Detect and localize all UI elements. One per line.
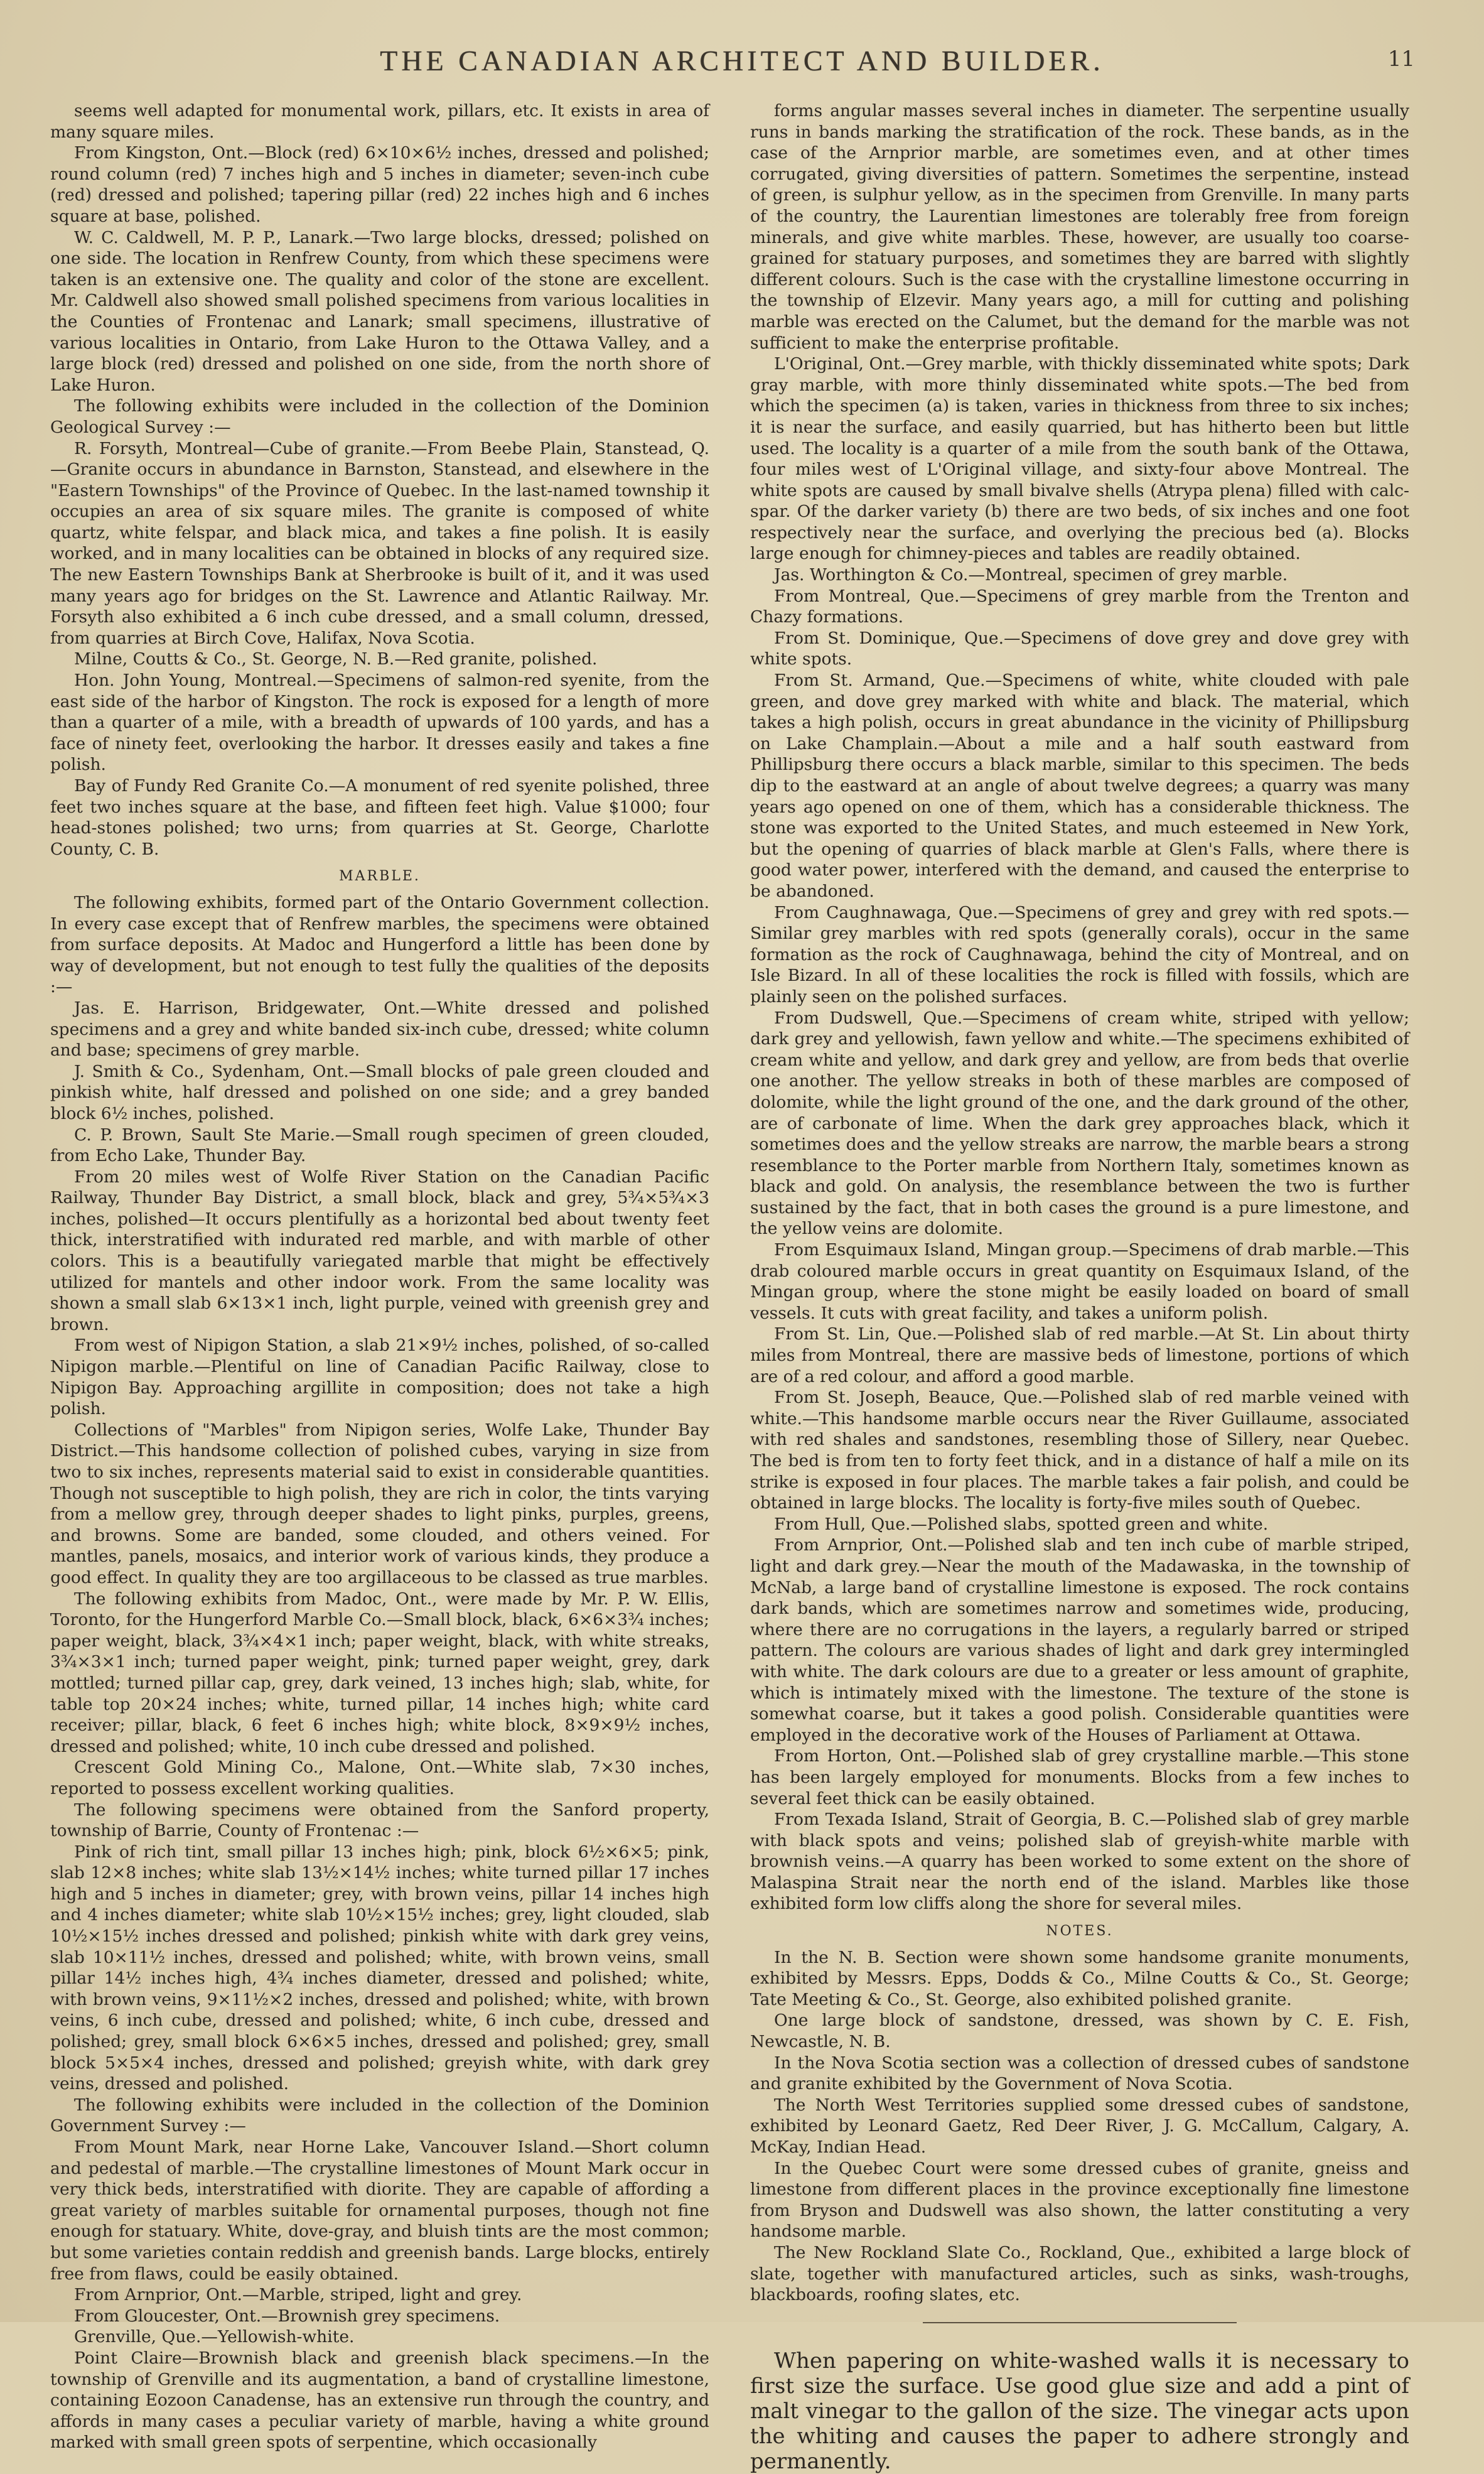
left-column-text-b [50, 892, 709, 2453]
paragraph: From Hull, Que.—Polished slabs, spotted green and white. [774, 1514, 1269, 1534]
paragraph: C. P. Brown, Sault Ste Marie.—Small rough specimen of green clouded, from Echo Lake, Thunder Bay. [50, 1125, 709, 1166]
paragraph: From Montreal, Que.—Specimens of grey marble from the Trenton and Chazy formations. [750, 586, 1409, 627]
right-column-text-b [750, 1947, 1409, 2306]
paragraph: The following specimens were obtained from the Sanford property, township of Barrie, County of Frontenac :— [50, 1800, 709, 1841]
paragraph: In the N. B. Section were shown some handsome granite monuments, exhibited by Messrs. Epps, Dodds & Co., Milne Coutts & Co., St. George; Tate Meeting & Co., St. George, also exhibited polished granite. [750, 1947, 1409, 2009]
paragraph: Point Claire—Brownish black and greenish black specimens.—In the township of Grenville and its augmentation, a band of crystalline limestone, containing Eozoon Canadense, has an extensive run through the country, and affords in many cases a peculiar variety of marble, having a white ground marked with small green spots of serpentine, which occasionally [50, 2348, 709, 2453]
paragraph: The following exhibits, formed part of the Ontario Government collection. In every case except that of Renfrew marbles, the specimens were obtained from surface deposits. At Madoc and Hungerford a little has been done by way of development, but not enough to test fully the qualities of the deposits :— [50, 892, 709, 997]
paragraph: From Horton, Ont.—Polished slab of grey crystalline marble.—This stone has been largely employed for monuments. Blocks from a few inches to several feet thick can be easily obtained. [750, 1746, 1409, 1808]
paragraph: From St. Joseph, Beauce, Que.—Polished slab of red marble veined with white.—This handsome marble occurs near the River Guillaume, associated with red shales and sandstones, resembling those of Sillery, near Quebec. The bed is from ten to forty feet thick, and in a distance of half a mile on its strike is exposed in four places. The marble takes a fair polish, and could be obtained in large blocks. The locality is forty-five miles south of Quebec. [750, 1388, 1409, 1513]
paragraph: From Gloucester, Ont.—Brownish grey specimens. [74, 2306, 500, 2326]
papering-note: When papering on white-washed walls it is necessary to first size the surface. Use good glue size and add a pint of malt vinegar to the gallon of the size. The vinegar acts upon the whiting and causes the paper to adhere strongly and permanently. [750, 2348, 1409, 2474]
divider-rule [923, 2322, 1237, 2323]
paragraph: The following exhibits were included in the collection of the Dominion Geological Survey :— [50, 396, 709, 437]
paragraph: forms angular masses several inches in diameter. The serpentine usually runs in bands marking the stratification of the rock. These bands, as in the case of the Arnprior marble, are sometimes even, and at other times corrugated, giving diversities of pattern. Sometimes the serpentine, instead of green, is sulphur yellow, as in the specimen from Grenville. In many parts of the country, the Laurentian limestones are tolerably free from foreign minerals, and give white marbles. These, however, are usually too coarse-grained for statuary purposes, and sometimes they are barred with slightly different colours. Such is the case with the crystalline limestone occurring in the township of Elzevir. Many years ago, a mill for cutting and polishing marble was erected on the Calumet, but the demand for the marble was not sufficient to make the enterprise profitable. [750, 101, 1409, 353]
paragraph: The following exhibits were included in the collection of the Dominion Government Survey :— [50, 2095, 709, 2136]
paragraph: J. Smith & Co., Sydenham, Ont.—Small blocks of pale green clouded and pinkish white, half dressed and polished on one side; and a grey banded block 6½ inches, polished. [50, 1061, 709, 1123]
paragraph: From Esquimaux Island, Mingan group.—Specimens of drab marble.—This drab coloured marble occurs in great quantity on Esquimaux Island, of the Mingan group, where the stone might be easily loaded on board of small vessels. It cuts with great facility, and takes a uniform polish. [750, 1240, 1409, 1323]
paragraph: Crescent Gold Mining Co., Malone, Ont.—White slab, 7×30 inches, reported to possess excellent working qualities. [50, 1758, 709, 1798]
left-column-text-a [50, 100, 709, 860]
right-column-text-a [750, 100, 1409, 1915]
notes-section-heading: NOTES. [1046, 1923, 1114, 1940]
masthead-title: THE CANADIAN ARCHITECT AND BUILDER. [380, 45, 1104, 77]
paragraph: The North West Territories supplied some dressed cubes of sandstone, exhibited by Leonard Gaetz, Red Deer River, J. G. McCallum, Calgary, A. McKay, Indian Head. [750, 2095, 1409, 2157]
paragraph: L'Original, Ont.—Grey marble, with thickly disseminated white spots; Dark gray marble, with more thinly disseminated white spots.—The bed from which the specimen (a) is taken, varies in thickness from three to six inches; it is near the surface, and easily quarried, but has hitherto been but little used. The locality is a quarter of a mile from the south bank of the Ottawa, four miles west of L'Original village, and sixty-four above Montreal. The white spots are caused by small bivalve shells (Atrypa plena) filled with calc-spar. Of the darker variety (b) there are two beds, of six inches and one foot respectively near the surface, and overlying the precious bed (a). Blocks large enough for chimney-pieces and tables are readily obtained. [750, 354, 1409, 564]
paragraph: From Arnprior, Ont.—Polished slab and ten inch cube of marble striped, light and dark grey.—Near the mouth of the Madawaska, in the township of McNab, a large band of crystalline limestone is exposed. The rock contains dark bands, which are sometimes narrow and sometimes wide, producing, where there are no corrugations in the layers, a regularly barred or striped pattern. The colours are various shades of light and dark grey intermingled with white. The dark colours are due to a greater or less amount of graphite, which is intimately mixed with the limestone. The texture of the stone is somewhat coarse, but it takes a good polish. Considerable quantities were employed in the decorative work of the Houses of Parliament at Ottawa. [750, 1535, 1409, 1745]
paragraph: From Arnprior, Ont.—Marble, striped, light and grey. [74, 2285, 522, 2305]
paragraph: seems well adapted for monumental work, pillars, etc. It exists in area of many square miles. [50, 101, 709, 142]
right-column [750, 100, 1409, 2474]
paragraph: From Mount Mark, near Horne Lake, Vancouver Island.—Short column and pedestal of marble.—The crystalline limestones of Mount Mark occur in very thick beds, interstratified with diorite. They are capable of affording a great variety of marbles suitable for ornamental purposes, though not fine enough for statuary. White, dove-gray, and bluish tints are the most common; but some varieties contain reddish and greenish bands. Large blocks, entirely free from flaws, could be easily obtained. [50, 2137, 709, 2284]
paragraph: Collections of "Marbles" from Nipigon series, Wolfe Lake, Thunder Bay District.—This handsome collection of polished cubes, varying in size from two to six inches, represents material said to exist in considerable quantities. Though not susceptible to high polish, they are rich in color, the tints varying from a mellow grey, through deeper shades to light pinks, purples, greens, and browns. Some are banded, some clouded, and others veined. For mantles, panels, mosaics, and interior work of various kinds, they produce a good effect. In quality they are too argillaceous to be classed as true marbles. [50, 1420, 709, 1587]
paragraph: From Caughnawaga, Que.—Specimens of grey and grey with red spots.—Similar grey marbles with red spots (generally corals), occur in the same formation as the rock of Caughnawaga, behind the city of Montreal, and on Isle Bizard. In all of these localities the rock is filled with fossils, which are plainly seen on the polished surfaces. [750, 902, 1409, 1007]
paragraph: From 20 miles west of Wolfe River Station on the Canadian Pacific Railway, Thunder Bay District, a small block, black and grey, 5¾×5¾×3 inches, polished—It occurs plentifully as a horizontal bed about twenty feet thick, interstratified with indurated red marble, and with marble of other colors. This is a beautifully variegated marble that might be effectively utilized for mantels and other indoor work. From the same locality was shown a small slab 6×13×1 inch, light purple, veined with greenish grey and brown. [50, 1167, 709, 1334]
paragraph: In the Nova Scotia section was a collection of dressed cubes of sandstone and granite exhibited by the Government of Nova Scotia. [750, 2053, 1409, 2094]
paragraph: Milne, Coutts & Co., St. George, N. B.—Red granite, polished. [74, 649, 598, 669]
paragraph: From St. Armand, Que.—Specimens of white, white clouded with pale green, and dove grey marked with white and black. The material, which takes a high polish, occurs in great abundance in the vicinity of Phillipsburg on Lake Champlain.—About a mile and a half south eastward from Phillipsburg there occurs a black marble, similar to this specimen. The beds dip to the eastward at an angle of about twelve degrees; a quarry was many years ago opened on one of them, which has a considerable thickness. The stone was exported to the United States, and much esteemed in New York, but the opening of quarries of black marble at Glen's Falls, where there is good water power, interfered with the demand, and caused the enterprise to be abandoned. [750, 671, 1409, 901]
marble-section-heading: MARBLE. [339, 868, 421, 885]
paragraph: Bay of Fundy Red Granite Co.—A monument of red syenite polished, three feet two inches square at the base, and fifteen feet high. Value $1000; four head-stones polished; two urns; from quarries at St. George, Charlotte County, C. B. [50, 776, 709, 859]
paragraph: Hon. John Young, Montreal.—Specimens of salmon-red syenite, from the east side of the harbor of Kingston. The rock is exposed for a length of more than a quarter of a mile, with a breadth of upwards of 100 yards, and has a face of ninety feet, overlooking the harbor. It dresses easily and takes a fine polish. [50, 671, 709, 775]
paragraph: Jas. E. Harrison, Bridgewater, Ont.—White dressed and polished specimens and a grey and white banded six-inch cube, dressed; white column and base; specimens of grey marble. [50, 998, 709, 1061]
paragraph: From Dudswell, Que.—Specimens of cream white, striped with yellow; dark grey and yellowish, fawn yellow and white.—The specimens exhibited of cream white and yellow, and dark grey and yellow, are from beds that overlie one another. The yellow streaks in both of these marbles are composed of dolomite, while the light ground of the one, and the dark ground of the other, are of carbonate of lime. When the dark grey approaches black, which it sometimes does and the yellow streaks are narrow, the marble bears a strong resemblance to the Porter marble from Northern Italy, sometimes known as black and gold. On analysis, the resemblance between the two is further sustained by the fact, that in both cases the ground is a pure limestone, and the yellow veins are dolomite. [750, 1008, 1409, 1239]
paragraph: From west of Nipigon Station, a slab 21×9½ inches, polished, of so-called Nipigon marble.—Plentiful on line of Canadian Pacific Railway, close to Nipigon Bay. Approaching argillite in composition; does not take a high polish. [50, 1336, 709, 1419]
paragraph: W. C. Caldwell, M. P. P., Lanark.—Two large blocks, dressed; polished on one side. The location in Renfrew County, from which these specimens were taken is an extensive one. The quality and color of the stone are excellent. Mr. Caldwell also showed small polished specimens from various localities in the Counties of Frontenac and Lanark; small specimens, illustrative of various localities in Ontario, from Lake Huron to the Ottawa Valley, and a large block (red) dressed and polished on one side, from the north shore of Lake Huron. [50, 227, 709, 395]
paragraph: In the Quebec Court were some dressed cubes of granite, gneiss and limestone from different places in the province exceptionally fine limestone from Bryson and Dudswell was also shown, the latter constituting a very handsome marble. [750, 2158, 1409, 2242]
paragraph: From Texada Island, Strait of Georgia, B. C.—Polished slab of grey marble with black spots and veins; polished slab of greyish-white marble with brownish veins.—A quarry has been worked to some extent on the shore of Malaspina Strait near the north end of the island. Marbles like those exhibited form low cliffs along the shore for several miles. [750, 1810, 1409, 1914]
paragraph: From St. Dominique, Que.—Specimens of dove grey and dove grey with white spots. [750, 628, 1409, 669]
page-header [56, 44, 1428, 88]
paragraph: From Kingston, Ont.—Block (red) 6×10×6½ inches, dressed and polished; round column (red) 7 inches high and 5 inches in diameter; seven-inch cube (red) dressed and polished; tapering pillar (red) 22 inches high and 6 inches square at base, polished. [50, 143, 709, 226]
paragraph: The New Rockland Slate Co., Rockland, Que., exhibited a large block of slate, together with manufactured articles, such as sinks, wash-troughs, blackboards, roofing slates, etc. [750, 2242, 1409, 2305]
page-number: 11 [1387, 46, 1415, 72]
paragraph: Grenville, Que.—Yellowish-white. [74, 2327, 355, 2347]
paragraph: R. Forsyth, Montreal—Cube of granite.—From Beebe Plain, Stanstead, Q.—Granite occurs in abundance in Barnston, Stanstead, and elsewhere in the "Eastern Townships" of the Province of Quebec. In the last-named township it occupies an area of six square miles. The granite is composed of white quartz, white felspar, and black mica, and takes a fine polish. It is easily worked, and in many localities can be obtained in blocks of any required size. The new Eastern Townships Bank at Sherbrooke is built of it, and it was used many years ago for bridges on the St. Lawrence and Atlantic Railway. Mr. Forsyth also exhibited a 6 inch cube dressed, and a small column, dressed, from quarries at Birch Cove, Halifax, Nova Scotia. [50, 438, 709, 648]
paragraph: One large block of sandstone, dressed, was shown by C. E. Fish, Newcastle, N. B. [750, 2011, 1409, 2052]
left-column [50, 100, 709, 2453]
paragraph: Jas. Worthington & Co.—Montreal, specimen of grey marble. [774, 565, 1288, 585]
paragraph: Pink of rich tint, small pillar 13 inches high; pink, block 6½×6×5; pink, slab 12×8 inches; white slab 13½×14½ inches; white turned pillar 17 inches high and 5 inches in diameter; grey, with brown veins, pillar 14 inches high and 4 inches diameter; white slab 10½×15½ inches; grey, light clouded, slab 10½×15½ inches dressed and polished; pinkish white with dark grey veins, slab 10×11½ inches, dressed and polished; white, with brown veins, small pillar 14½ inches high, 4¾ inches diameter, dressed and polished; white, with brown veins, 9×11½×2 inches, dressed and polished; white, with brown veins, 6 inch cube, dressed and polished; white, 6 inch cube, dressed and polished; grey, small block 6×6×5 inches, dressed and polished; grey, small block 5×5×4 inches, dressed and polished; greyish white, with dark grey veins, dressed and polished. [50, 1842, 709, 2094]
paragraph: The following exhibits from Madoc, Ont., were made by Mr. P. W. Ellis, Toronto, for the Hungerford Marble Co.—Small block, black, 6×6×3¾ inches; paper weight, black, 3¾×4×1 inch; paper weight, black, with white streaks, 3¾×3×1 inch; turned paper weight, pink; turned paper weight, grey, dark mottled; turned pillar cap, grey, dark veined, 13 inches high; slab, white, for table top 20×24 inches; white, turned pillar, 14 inches high; white card receiver; pillar, black, 6 feet 6 inches high; white block, 8×9×9½ inches, dressed and polished; white, 10 inch cube dressed and polished. [50, 1589, 709, 1756]
paragraph: From St. Lin, Que.—Polished slab of red marble.—At St. Lin about thirty miles from Montreal, there are massive beds of limestone, portions of which are of a red colour, and afford a good marble. [750, 1324, 1409, 1386]
